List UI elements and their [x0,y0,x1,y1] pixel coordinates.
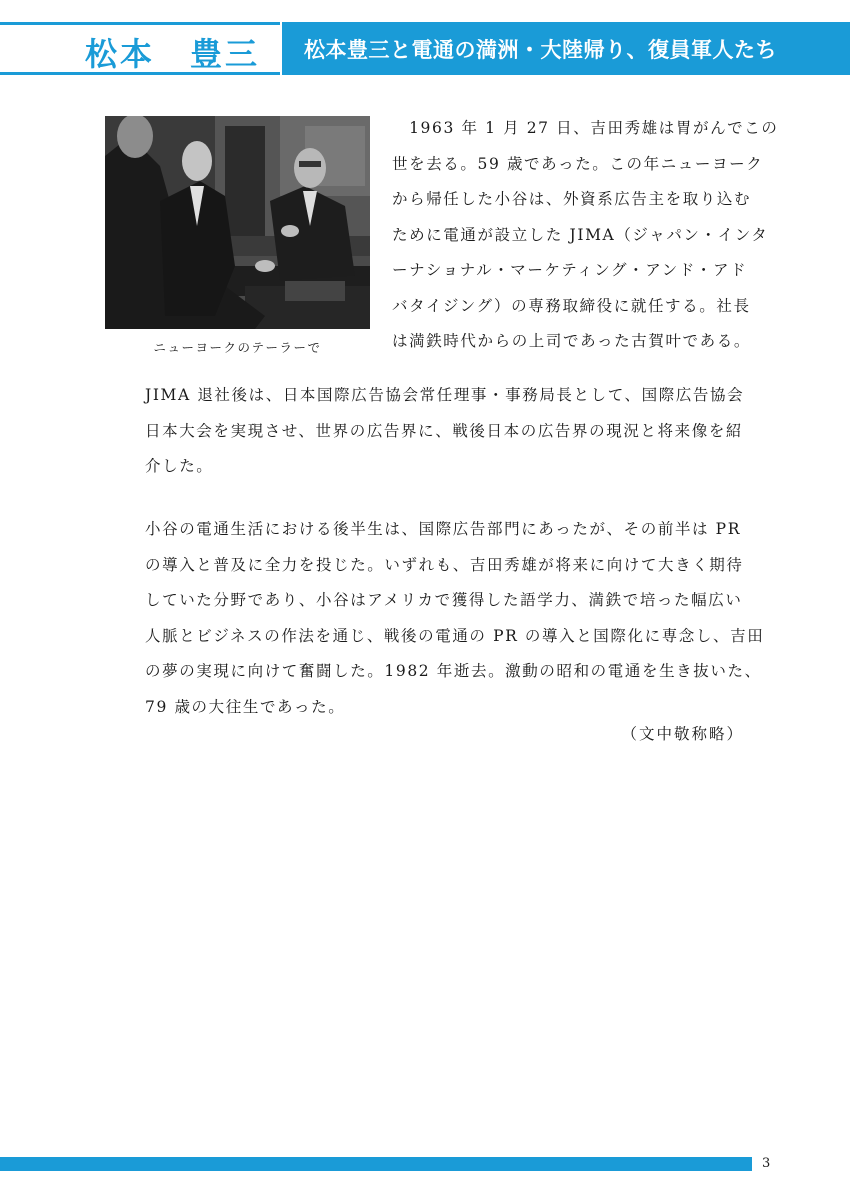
photo-caption: ニューヨークのテーラーで [153,340,322,355]
paragraph-line: 79 歳の大往生であった。 [145,697,346,716]
paragraph-line: から帰任した小谷は、外資系広告主を取り込む [392,190,752,208]
tailor-photo [105,116,370,329]
paragraph-line: 介した。 [145,457,214,475]
page-number: 3 [762,1156,771,1171]
paragraph-line: の導入と普及に全力を投じた。いずれも、吉田秀雄が将来に向けて大きく期待 [145,555,744,574]
header-title: 松本豊三と電通の満洲・大陸帰り、復員軍人たち [304,38,777,62]
paragraph-line: は満鉄時代からの上司であった古賀叶である。 [392,332,751,350]
paragraph-line: バタイジング）の専務取締役に就任する。社長 [392,296,751,315]
footer-bar [0,1157,752,1171]
paragraph-line: 人脈とビジネスの作法を通じ、戦後の電通の PR の導入と国際化に専念し、吉田 [145,626,765,645]
paragraph-line: 1963 年 1 月 27 日、吉田秀雄は胃がんでこの [392,119,779,137]
paragraph-line: していた分野であり、小谷はアメリカで獲得した語学力、満鉄で培った幅広い [145,591,743,609]
paragraph-line: 世を去る。59 歳であった。この年ニューヨーク [392,154,764,173]
paragraph-line: ために電通が設立した JIMA（ジャパン・インタ [392,225,769,244]
honorifics-note: （文中敬称略） [621,725,744,743]
paragraph-line: 日本大会を実現させ、世界の広告界に、戦後日本の広告界の現況と将来像を紹 [145,421,744,440]
paragraph-line: の夢の実現に向けて奮闘した。1982 年逝去。激動の昭和の電通を生き抜いた、 [145,662,762,680]
paragraph-3 [145,512,765,725]
header-name: 松本 豊三 [85,35,261,73]
header-title-bar [282,22,850,75]
paragraph-1 [392,111,779,360]
paragraph-line: JIMA 退社後は、日本国際広告協会常任理事・事務局長として、国際広告協会 [145,386,745,404]
paragraph-2 [145,378,749,485]
header-name-box [0,22,280,75]
paragraph-line: ーナショナル・マーケティング・アンド・アド [392,261,748,279]
paragraph-line: 小谷の電通生活における後半生は、国際広告部門にあったが、その前半は PR [145,520,741,538]
page-header [0,0,850,80]
